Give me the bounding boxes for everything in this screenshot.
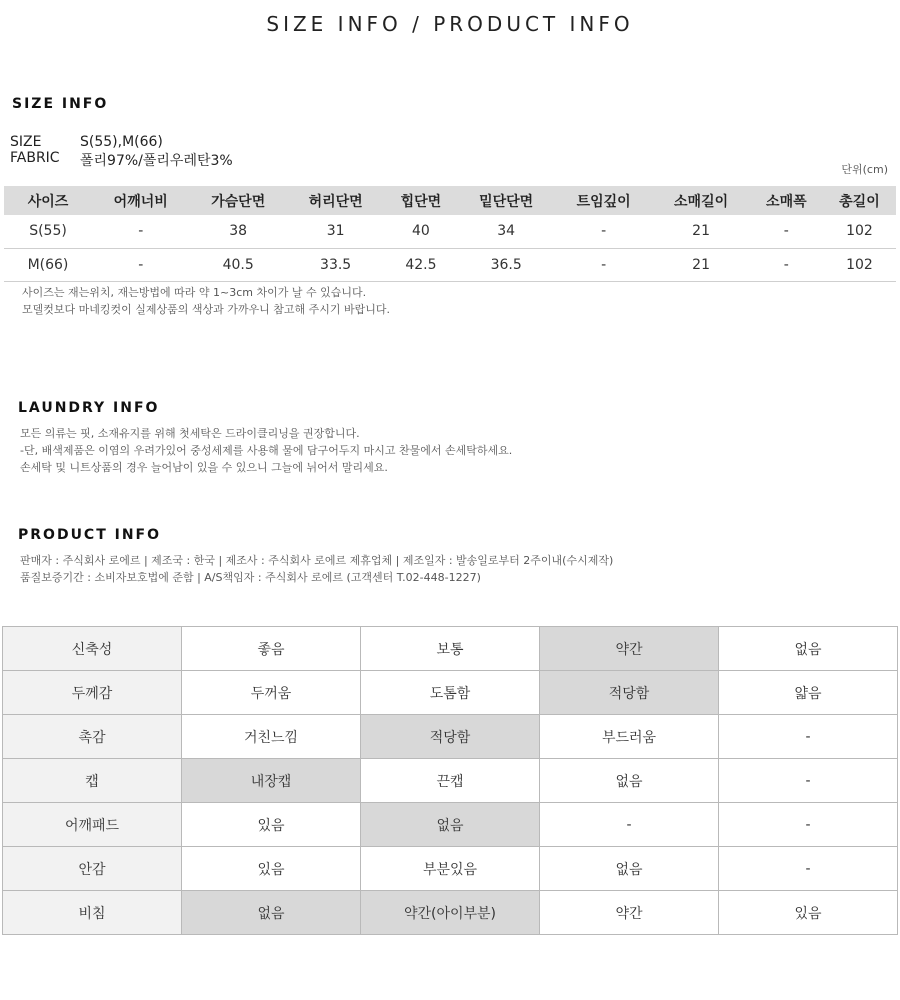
attribute-label: 캡 xyxy=(3,759,182,803)
table-cell: 102 xyxy=(823,248,896,281)
header-cell: 트임깊이 xyxy=(555,186,652,215)
note-line: 품질보증기간 : 소비자보호법에 준함 | A/S책임자 : 주식회사 로에르 (고객센터 T.02-448-1227) xyxy=(20,571,481,584)
table-cell: - xyxy=(555,248,652,281)
spec-size-row xyxy=(10,134,163,150)
attribute-option: 도톰함 xyxy=(361,671,540,715)
table-cell: 31 xyxy=(287,215,384,248)
attribute-option: 없음 xyxy=(719,627,898,671)
table-cell: - xyxy=(92,248,189,281)
attribute-option-selected: 없음 xyxy=(182,891,361,935)
attribute-option: 좋음 xyxy=(182,627,361,671)
attribute-label: 두께감 xyxy=(3,671,182,715)
attribute-option: - xyxy=(719,803,898,847)
size-label: SIZE xyxy=(10,134,42,150)
attribute-table xyxy=(2,626,898,935)
product-info-heading: PRODUCT INFO xyxy=(18,527,162,543)
table-cell: - xyxy=(555,215,652,248)
attribute-row xyxy=(3,627,898,671)
attribute-option-selected: 적당함 xyxy=(361,715,540,759)
fabric-value: 폴리97%/폴리우레탄3% xyxy=(80,153,233,169)
size-table xyxy=(4,186,896,282)
attribute-option: 있음 xyxy=(182,847,361,891)
product-notes xyxy=(20,552,613,586)
attribute-option: 없음 xyxy=(540,847,719,891)
attribute-row xyxy=(3,847,898,891)
attribute-option: 부드러움 xyxy=(540,715,719,759)
note-line: 손세탁 및 니트상품의 경우 늘어남이 있을 수 있으니 그늘에 뉘어서 말리세요. xyxy=(20,461,388,474)
header-cell: 소매폭 xyxy=(750,186,823,215)
attribute-option: 얇음 xyxy=(719,671,898,715)
table-cell: 102 xyxy=(823,215,896,248)
table-cell: 33.5 xyxy=(287,248,384,281)
attribute-option-selected: 약간(아이부분) xyxy=(361,891,540,935)
attribute-row xyxy=(3,891,898,935)
attribute-option: 보통 xyxy=(361,627,540,671)
table-cell: 40 xyxy=(384,215,457,248)
table-row xyxy=(4,215,896,248)
attribute-label: 비침 xyxy=(3,891,182,935)
size-table-header xyxy=(4,186,896,215)
attribute-option: - xyxy=(719,715,898,759)
table-cell: 38 xyxy=(189,215,286,248)
attribute-option-selected: 적당함 xyxy=(540,671,719,715)
attribute-option: 거친느낌 xyxy=(182,715,361,759)
attribute-label: 촉감 xyxy=(3,715,182,759)
page-title: SIZE INFO / PRODUCT INFO xyxy=(266,12,634,36)
header-cell: 밑단단면 xyxy=(457,186,554,215)
unit-note: 단위(cm) xyxy=(841,163,888,176)
attribute-option: - xyxy=(719,759,898,803)
table-cell: - xyxy=(92,215,189,248)
note-line: -단, 배색제품은 이염의 우려가있어 중성세제를 사용해 물에 담구어두지 마시고 찬물에서 손세탁하세요. xyxy=(20,444,513,457)
attribute-option: - xyxy=(719,847,898,891)
header-cell: 가슴단면 xyxy=(189,186,286,215)
laundry-notes xyxy=(20,425,512,476)
table-cell: 42.5 xyxy=(384,248,457,281)
laundry-info-heading: LAUNDRY INFO xyxy=(18,400,160,416)
table-cell: - xyxy=(750,248,823,281)
note-line: 모델컷보다 마네킹컷이 실제상품의 색상과 가까우니 참고해 주시기 바랍니다. xyxy=(22,303,391,316)
size-notes xyxy=(22,284,390,318)
attribute-option: - xyxy=(540,803,719,847)
attribute-option: 끈캡 xyxy=(361,759,540,803)
note-line: 판매자 : 주식회사 로에르 | 제조국 : 한국 | 제조사 : 주식회사 로에르 제휴업체 | 제조일자 : 발송일로부터 2주이내(수시제작) xyxy=(20,554,614,567)
attribute-option: 없음 xyxy=(540,759,719,803)
attribute-label: 신축성 xyxy=(3,627,182,671)
header-cell: 총길이 xyxy=(823,186,896,215)
table-row xyxy=(4,248,896,281)
table-cell: 21 xyxy=(652,215,749,248)
attribute-row xyxy=(3,759,898,803)
attribute-label: 안감 xyxy=(3,847,182,891)
attribute-row xyxy=(3,803,898,847)
attribute-option-selected: 없음 xyxy=(361,803,540,847)
attribute-option-selected: 약간 xyxy=(540,627,719,671)
note-line: 모든 의류는 핏, 소재유지를 위해 첫세탁은 드라이클리닝을 권장합니다. xyxy=(20,427,360,440)
attribute-option: 두꺼움 xyxy=(182,671,361,715)
table-cell: M(66) xyxy=(4,248,92,281)
header-cell: 힙단면 xyxy=(384,186,457,215)
attribute-row xyxy=(3,715,898,759)
spec-fabric-row xyxy=(10,150,233,170)
attribute-option-selected: 내장캡 xyxy=(182,759,361,803)
table-cell: 21 xyxy=(652,248,749,281)
table-cell: 40.5 xyxy=(189,248,286,281)
table-cell: 34 xyxy=(457,215,554,248)
size-value: S(55),M(66) xyxy=(80,134,163,150)
table-cell: S(55) xyxy=(4,215,92,248)
header-cell: 허리단면 xyxy=(287,186,384,215)
header-cell: 사이즈 xyxy=(4,186,92,215)
size-info-heading: SIZE INFO xyxy=(12,96,109,112)
attribute-label: 어깨패드 xyxy=(3,803,182,847)
table-cell: - xyxy=(750,215,823,248)
attribute-option: 약간 xyxy=(540,891,719,935)
table-cell: 36.5 xyxy=(457,248,554,281)
attribute-row xyxy=(3,671,898,715)
header-cell: 어깨너비 xyxy=(92,186,189,215)
header-cell: 소매길이 xyxy=(652,186,749,215)
note-line: 사이즈는 재는위치, 재는방법에 따라 약 1~3cm 차이가 날 수 있습니다. xyxy=(22,286,367,299)
attribute-option: 있음 xyxy=(719,891,898,935)
attribute-option: 부분있음 xyxy=(361,847,540,891)
fabric-label: FABRIC xyxy=(10,150,60,166)
attribute-option: 있음 xyxy=(182,803,361,847)
